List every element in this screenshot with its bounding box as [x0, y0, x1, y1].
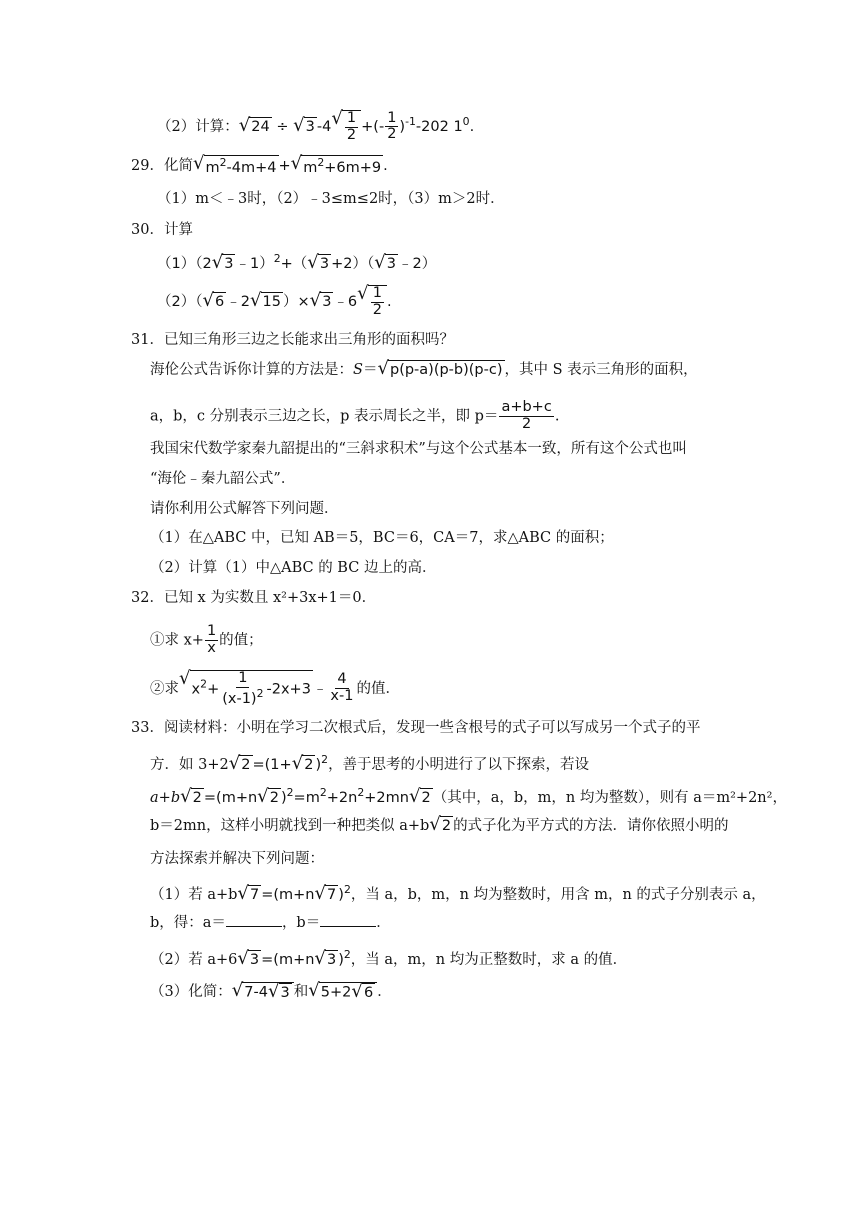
- q31-semi-text: a，b，c 分别表示三边之长，p 表示周长之半，即 p＝: [150, 408, 499, 425]
- q33-line5: 方法探索并解决下列问题：: [150, 851, 324, 867]
- q33-line2-a: 方．如 3+2: [150, 756, 229, 773]
- answer-b-label: ，b＝: [281, 915, 321, 931]
- q28-part2: [157, 110, 474, 144]
- q33-line3: a+b √ 2 =(m+n √ 2 )$^2=m^2+2n^2+2mn$ √ 2 （其中，a，b，m，n 均为整数），则有 a＝m²+2n²，: [150, 786, 787, 808]
- q29-conditions: （1）m＜﹣3时，（2）﹣3≤m≤2时，（3）m＞2时．: [157, 191, 505, 207]
- q30-heading: 30．计算: [131, 222, 193, 238]
- q33-part1-b: ，当 a，b，m，n 均为整数时，用含 m，n 的式子分别表示 a，: [350, 886, 766, 903]
- q31-heron-desc: ，其中 S 表示三角形的面积，: [504, 362, 698, 378]
- answer-a-label: b，得：a＝: [150, 915, 226, 931]
- q31-heron-line: 海伦公式告诉你计算的方法是：S＝ √ p(p-a)(p-b)(p-c) ，其中 S 表示三角形的面积，: [150, 358, 698, 380]
- q28-part2-label: （2）计算：: [157, 118, 239, 135]
- q32-part2-text: ②求: [150, 680, 179, 697]
- q31-history-1: 我国宋代数学家秦九韶提出的“三斜求积术”与这个公式基本一致，所有这个公式也叫: [150, 441, 687, 457]
- q33-line1: 33．阅读材料：小明在学习二次根式后，发现一些含根号的式子可以写成另一个式子的平: [131, 720, 701, 736]
- q32-part2-tail: 的值．: [356, 680, 400, 697]
- q32-expression: √ $x^2+$ $\frac{1}{(x-1)^2}$ -2x+3 ﹣ $\frac{4}{x-1}$: [179, 668, 354, 707]
- q33-line2-b: ，善于思考的小明进行了以下探索，若设: [328, 756, 590, 773]
- one-over-x: $\frac{1}{x}$: [206, 623, 217, 656]
- q33-part1: [150, 880, 766, 905]
- q28-expression: √ 24 ÷ √ 3 -4 √ $\frac{1}{2}$ +(- $\frac{1}{2}$ )$^{-1}$-202 $1^0$.: [238, 108, 475, 143]
- q31-instruction: 请你利用公式解答下列问题．: [150, 501, 339, 517]
- q33-part2-expr: √ 3 =(m+n √ 3 )$^2$: [237, 948, 351, 970]
- answer-a-blank[interactable]: [226, 925, 282, 927]
- q33-part3-end: ．: [377, 984, 392, 1001]
- q31-part1: （1）在△ABC 中，已知 AB＝5，BC＝6，CA＝7，求△ABC 的面积；: [150, 530, 614, 546]
- q32-part1-text: ①求 x+: [150, 632, 204, 649]
- answer-end: ．: [376, 915, 391, 931]
- q29-heading: [131, 155, 388, 177]
- q33-line4-b: 的式子化为平方式的方法．请你依照小明的: [453, 818, 729, 834]
- expr-5-plus-2sqrt6: √ 5+2 √ 6: [308, 982, 377, 1002]
- q32-part2: [150, 670, 400, 708]
- q31-semi-perimeter-line: a，b，c 分别表示三边之长，p 表示周长之半，即 p＝ $\frac{a+b+c}{2}$ .: [150, 399, 560, 432]
- q30-part1: （1）（2 √ 3 ﹣1）$^2$+（ √ 3 +2）（ √ 3 ﹣2）: [157, 252, 437, 274]
- q32-heading: 32．已知 x 为实数且 x²+3x+1＝0．: [131, 590, 377, 606]
- q33-line4: [150, 816, 729, 836]
- q33-line3-b: （其中，a，b，m，n 均为整数），则有 a＝m²+2n²，: [432, 789, 787, 806]
- q31-heron-intro: 海伦公式告诉你计算的方法是：: [150, 362, 353, 378]
- q33-identity: √ 2 =(m+n √ 2 )$^2=m^2+2n^2+2mn$ √ 2: [180, 786, 431, 808]
- q33-part1-a: （1）若 a+b: [150, 886, 238, 903]
- q33-part2-a: （2）若 a+6: [150, 951, 238, 968]
- semi-perimeter-fraction: $\frac{a+b+c}{2}$: [501, 399, 552, 432]
- q30-part2: （2）（ √ 6 ﹣2 √ 15 ）× √ 3 ﹣6 √ $\frac{1}{2}$ .: [157, 283, 392, 318]
- q33-example: √ 2 =(1+ √ 2 )$^2$: [228, 753, 329, 775]
- sqrt-2: √ 2: [429, 814, 452, 836]
- q33-line2: [150, 750, 589, 775]
- q33-part3: [150, 982, 392, 1002]
- answer-b-blank[interactable]: [320, 925, 376, 927]
- q33-part2-b: ，当 a，m，n 均为正整数时，求 a 的值．: [350, 951, 628, 968]
- q33-part3-and: 和: [293, 984, 309, 1001]
- q31-heading: 31．已知三角形三边之长能求出三角形的面积吗？: [131, 332, 454, 348]
- q29-expression: √ $m^2-4m+4$ + √ $m^2+6m+9$ .: [192, 153, 388, 176]
- q33-part1-answer: [150, 913, 391, 933]
- heron-formula: √ p(p-a)(p-b)(p-c): [377, 358, 503, 380]
- q31-history-2: “海伦﹣秦九韶公式”．: [150, 471, 296, 487]
- q33-line4-a: b＝2mn，这样小明就找到一种把类似 a+b: [150, 818, 430, 834]
- q31-part2: （2）计算（1）中△ABC 的 BC 边上的高．: [150, 560, 437, 576]
- q33-part1-expr: √ 7 =(m+n √ 7 )$^2$: [237, 883, 351, 905]
- q32-part1: [150, 624, 263, 657]
- q33-part2: [150, 945, 627, 970]
- q29-label: 29．化简: [131, 157, 193, 174]
- expr-7-minus-4sqrt3: √ 7-4 √ 3: [232, 982, 294, 1002]
- q33-part3-a: （3）化简：: [150, 984, 232, 1001]
- q32-part1-tail: 的值；: [219, 632, 263, 649]
